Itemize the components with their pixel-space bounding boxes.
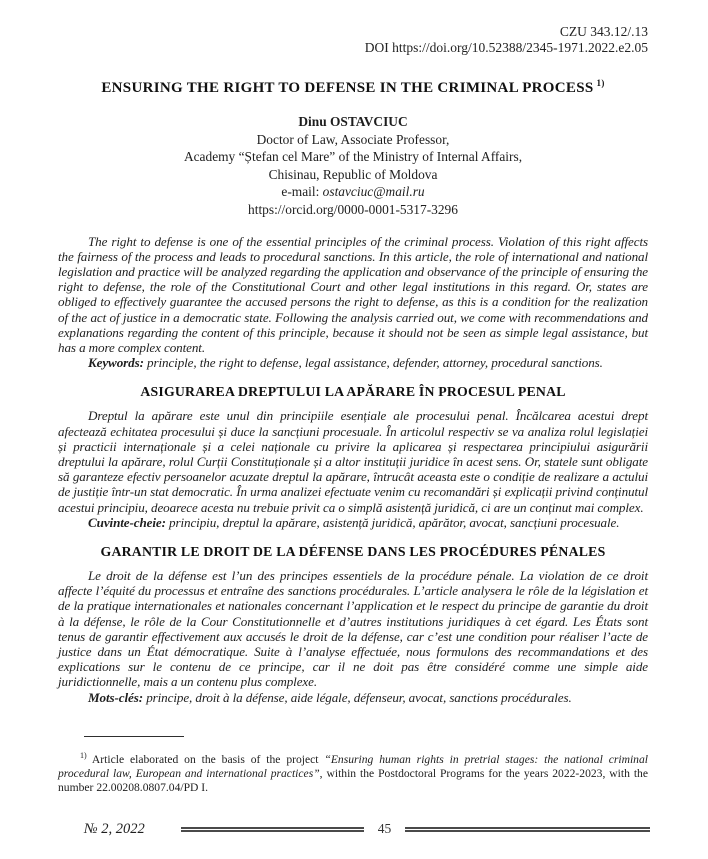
document-header <box>58 24 648 56</box>
abstract-english-text: The right to defense is one of the essential principles of the criminal process. Violation of this right affects the fairness of the process and leads to procedural sanctions. In this article, the role of international and national legislation and practice will be analyzed regarding the application and observance of the principle of ensuring the right to defense, the role of the Constitutional Court and other legal institutions in this regard. Or, states are obliged to effectively guarantee the accused persons the right to defense, as this is a condition for the realization of the act of justice in a democratic state. Following the analysis carried out, we come with recommendations and explanations regarding the content of this principle, because it should not be seen as simple legal assistance, but has a more complex content. <box>58 233 648 355</box>
author-location: Chisinau, Republic of Moldova <box>268 166 438 182</box>
title-footnote-ref: 1) <box>596 78 605 88</box>
keywords-romanian <box>58 515 648 530</box>
abstract-romanian-text: Dreptul la apărare este unul din principiile esențiale ale procesului penal. Încălcarea acestui drept afectează echitatea procesului și duce la sancțiuni procesuale. În articolul respectiv se va analiza rolul legislației și practicii internaționale și a celei naționale cu privire la aplicarea și respectarea principiului asigurării dreptului la apărare, rolul Curții Constituționale și a altor instituții juridice în acest sens. Or, statele sunt obligate să garanteze efectiv persoanelor acuzate dreptul la apărare, întrucât aceasta este o condiție de realizare a actului de justiție într-un stat democratic. În urma analizei efectuate venim cu recomandări și explicații privind conținutul acestui principiu, deoarece acesta nu trebuie privit ca o simplă asistență juridică, ci are un conținut mai complex. <box>58 408 648 515</box>
author-degree: Doctor of Law, Associate Professor, <box>256 131 450 147</box>
author-block <box>58 113 648 219</box>
czu-code: CZU 343.12/.13 <box>559 24 648 39</box>
footer-rule-right <box>405 827 650 832</box>
author-orcid: https://orcid.org/0000-0001-5317-3296 <box>248 201 458 217</box>
heading-french: GARANTIR LE DROIT DE LA DÉFENSE DANS LES PROCÉDURES PÉNALES <box>100 544 606 560</box>
keywords-french <box>58 690 648 705</box>
keywords-english <box>58 355 648 370</box>
author-email-line <box>58 183 648 201</box>
author-name: Dinu OSTAVCIUC <box>298 114 408 129</box>
author-email: ostavciuc@mail.ru <box>322 184 425 200</box>
heading-romanian: ASIGURAREA DREPTULUI LA APĂRARE ÎN PROCESUL PENAL <box>140 384 566 400</box>
abstract-french-text: Le droit de la défense est l’un des principes essentiels de la procédure pénale. La violation de ce droit affecte l’équité du processus et entraîne des sanctions procédurales. L’article analysera le rôle de la législation et de la pratique internationales et nationales concernant l’application et le respect du principe de garantie du droit à la défense, le rôle de la Cour Constitutionnelle et d’autres institutions juridiques à cet égard. Les États sont tenus de garantir effectivement aux accusés le droit de la défense, car c’est une condition pour réaliser l’acte de justice dans un État démocratique. Suite à l’analyse effectuée, nous formulons des recommandations et des explications sur le contenu de ce principe, car il ne doit pas être considéré comme une simple aide juridictionnelle, mais a un contenu plus complexe. <box>58 568 648 690</box>
author-affiliation: Academy “Ștefan cel Mare” of the Ministry of Internal Affairs, <box>183 149 523 165</box>
footer-rule-left <box>181 827 364 832</box>
abstract-romanian-block <box>58 408 648 530</box>
footnote-separator <box>84 736 184 737</box>
article-title <box>58 78 648 97</box>
footnote-text <box>58 749 648 795</box>
issue-label: № 2, 2022 <box>84 820 145 837</box>
keywords-romanian-label: Cuvinte-cheie: <box>88 514 166 530</box>
footnote-ref: 1) <box>80 751 87 760</box>
footnote-after: , within the Postdoctoral Programs for the years 2022-2023, with the number 22.00208.0807.04/PD I. <box>58 767 648 795</box>
abstract-french-block <box>58 568 648 705</box>
article-title-text: ENSURING THE RIGHT TO DEFENSE IN THE CRIMINAL PROCESS <box>101 80 594 96</box>
keywords-french-list: principe, droit à la défense, aide légale, défenseur, avocat, sanctions procédurales. <box>143 689 572 705</box>
email-label: e-mail: <box>281 184 323 200</box>
keywords-romanian-list: principiu, dreptul la apărare, asistență juridică, apărător, avocat, sancțiuni procesuale. <box>165 514 620 530</box>
page-footer <box>58 820 650 838</box>
footnote-project-title: “Ensuring human rights in pretrial stages: the national criminal procedural law, European and international practices” <box>58 752 648 781</box>
keywords-english-list: principle, the right to defense, legal assistance, defender, attorney, procedural sanctions. <box>143 355 603 371</box>
abstract-english-block <box>58 234 648 371</box>
footnote-before: Article elaborated on the basis of the project <box>86 752 325 766</box>
keywords-english-label: Keywords: <box>88 355 144 371</box>
footnote-area <box>58 736 648 795</box>
keywords-french-label: Mots-clés: <box>88 689 144 705</box>
page-number: 45 <box>377 821 392 836</box>
doi-line: DOI https://doi.org/10.52388/2345-1971.2022.e2.05 <box>364 40 648 55</box>
